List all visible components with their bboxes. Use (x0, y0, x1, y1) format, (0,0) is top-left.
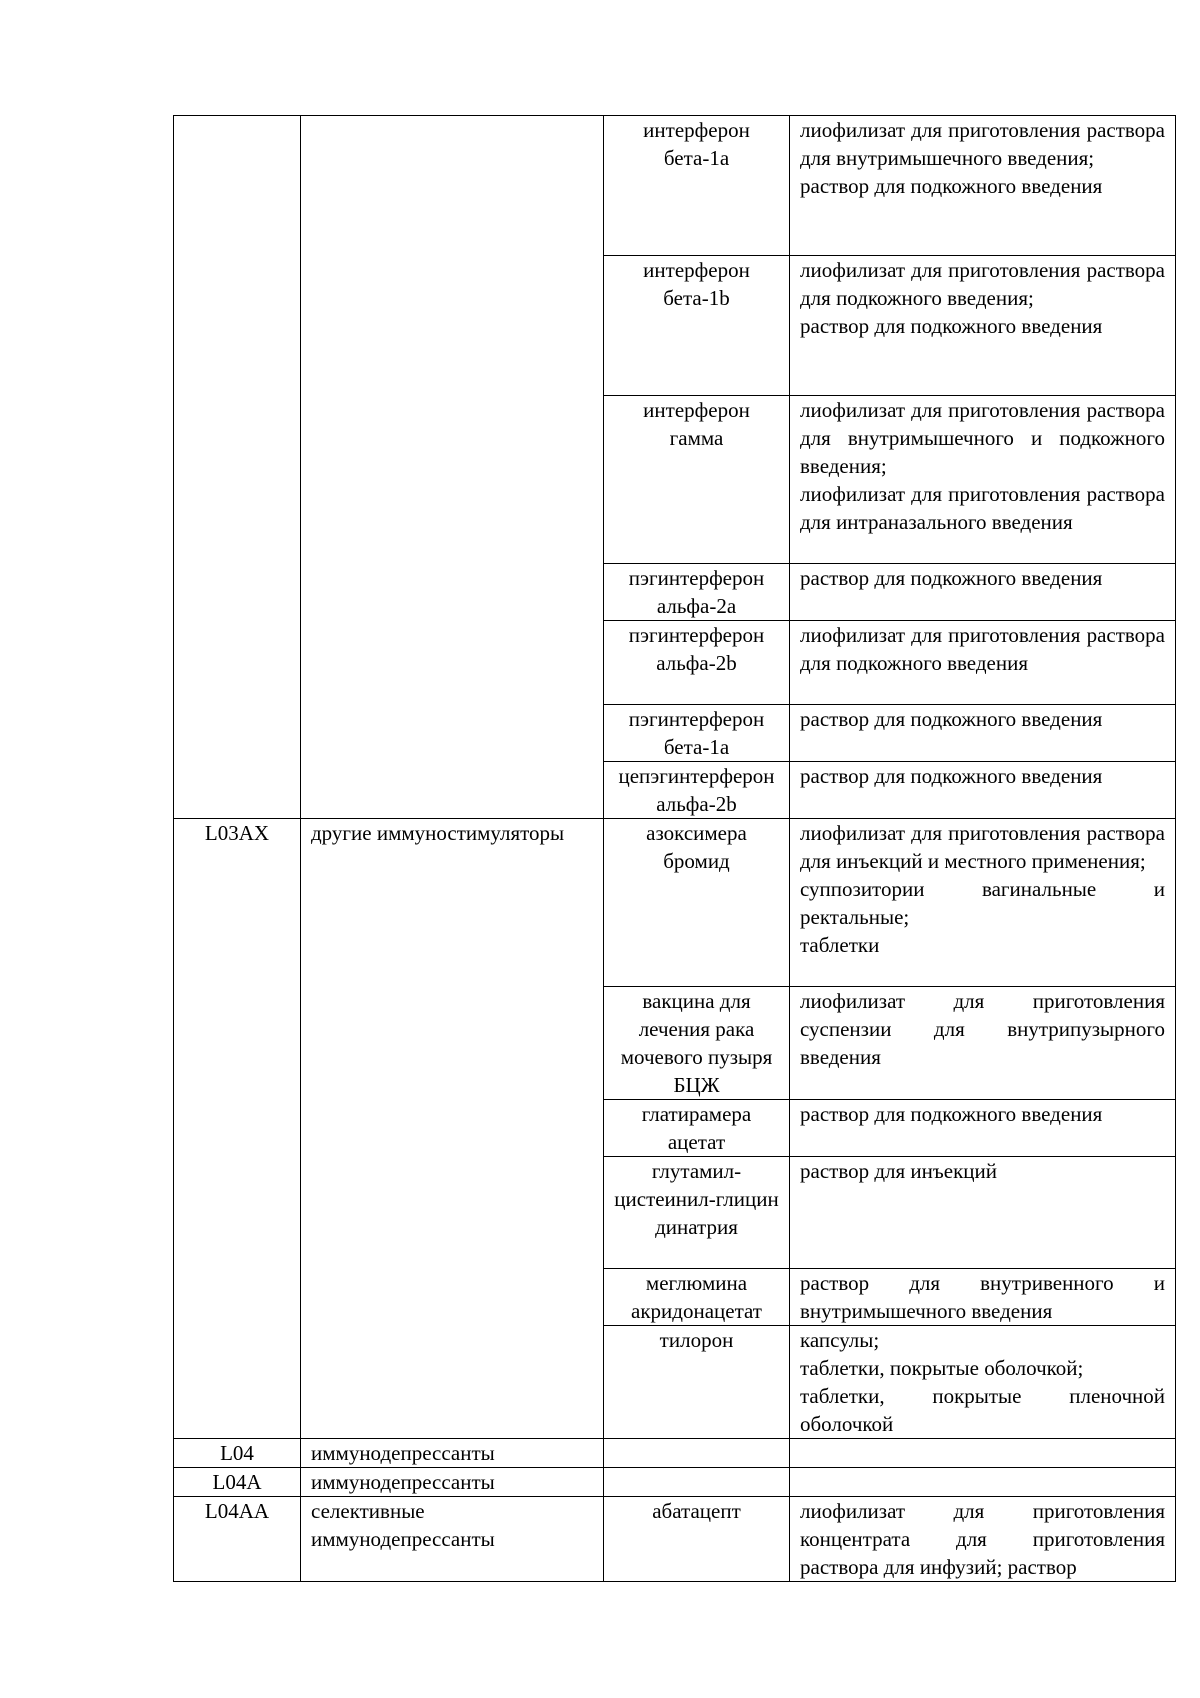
drug-name: азоксимера бромид (604, 819, 790, 987)
dosage-form-line: раствор для подкожного введения (800, 707, 1103, 731)
drug-name (604, 1439, 790, 1468)
medication-table (173, 115, 1176, 1582)
dosage-form-line: таблетки (800, 933, 880, 957)
dosage-form-line: таблетки, покрытые пленочной оболочкой (800, 1384, 1165, 1436)
drug-name: меглюмина акридонацетат (604, 1269, 790, 1326)
dosage-form-line: лиофилизат для приготовления раствора для подкожного введения (800, 623, 1165, 675)
dosage-forms (790, 1326, 1176, 1439)
dosage-form-line: раствор для подкожного введения (800, 1102, 1103, 1126)
dosage-form-line: раствор для подкожного введения (800, 174, 1103, 198)
dosage-forms (790, 116, 1176, 256)
atc-code-cell (174, 116, 301, 819)
dosage-forms (790, 1100, 1176, 1157)
group-name-cell: другие иммуностимуляторы (301, 819, 604, 1439)
drug-name: абатацепт (604, 1497, 790, 1582)
drug-name: тилорон (604, 1326, 790, 1439)
dosage-forms (790, 1269, 1176, 1326)
table-row (174, 1468, 1176, 1497)
dosage-forms (790, 256, 1176, 396)
dosage-form-line: раствор для подкожного введения (800, 566, 1103, 590)
group-name-cell: иммунодепрессанты (301, 1439, 604, 1468)
atc-code-cell: L04 (174, 1439, 301, 1468)
dosage-form-line: раствор для подкожного введения (800, 314, 1103, 338)
group-name-cell (301, 116, 604, 819)
dosage-form-line: раствор для внутривенного и внутримышечного введения (800, 1271, 1165, 1323)
drug-name: пэгинтерферон альфа-2a (604, 564, 790, 621)
atc-code-cell: L03AX (174, 819, 301, 1439)
drug-name: вакцина для лечения рака мочевого пузыря БЦЖ (604, 987, 790, 1100)
drug-name: интерферон бета-1a (604, 116, 790, 256)
dosage-form-line: лиофилизат для приготовления суспензии для внутрипузырного введения (800, 989, 1165, 1069)
dosage-forms (790, 819, 1176, 987)
dosage-forms (790, 1497, 1176, 1582)
dosage-forms (790, 564, 1176, 621)
table-row (174, 1497, 1176, 1582)
dosage-forms (790, 621, 1176, 705)
dosage-form-line: лиофилизат для приготовления раствора для подкожного введения; (800, 258, 1165, 310)
drug-name: пэгинтерферон альфа-2b (604, 621, 790, 705)
dosage-form-line: раствор для подкожного введения (800, 764, 1103, 788)
dosage-forms (790, 1468, 1176, 1497)
dosage-form-line: таблетки, покрытые оболочкой; (800, 1356, 1084, 1380)
drug-name: глатирамера ацетат (604, 1100, 790, 1157)
dosage-form-line: капсулы; (800, 1328, 880, 1352)
drug-name: пэгинтерферон бета-1a (604, 705, 790, 762)
dosage-form-line: лиофилизат для приготовления раствора для интраназального введения (800, 482, 1165, 534)
dosage-form-line: суппозитории вагинальные и ректальные; (800, 877, 1165, 929)
dosage-forms (790, 705, 1176, 762)
drug-name (604, 1468, 790, 1497)
table-row (174, 1439, 1176, 1468)
dosage-forms (790, 762, 1176, 819)
dosage-form-line: раствор для инъекций (800, 1159, 997, 1183)
drug-name: глутамил-цистеинил-глицин динатрия (604, 1157, 790, 1269)
group-name-cell: иммунодепрессанты (301, 1468, 604, 1497)
group-name-cell: селективные иммунодепрессанты (301, 1497, 604, 1582)
dosage-forms (790, 1157, 1176, 1269)
dosage-forms (790, 1439, 1176, 1468)
drug-name: интерферон бета-1b (604, 256, 790, 396)
atc-code-cell: L04AA (174, 1497, 301, 1582)
dosage-form-line: лиофилизат для приготовления раствора для внутримышечного и подкожного введения; (800, 398, 1165, 478)
atc-code-cell: L04A (174, 1468, 301, 1497)
dosage-form-line: лиофилизат для приготовления концентрата для приготовления раствора для инфузий; раствор (800, 1499, 1165, 1579)
table-row (174, 116, 1176, 256)
drug-name: цепэгинтерферон альфа-2b (604, 762, 790, 819)
dosage-form-line: лиофилизат для приготовления раствора для инъекций и местного применения; (800, 821, 1165, 873)
drug-name: интерферон гамма (604, 396, 790, 564)
dosage-forms (790, 987, 1176, 1100)
table-row (174, 819, 1176, 987)
dosage-forms (790, 396, 1176, 564)
dosage-form-line: лиофилизат для приготовления раствора для внутримышечного введения; (800, 118, 1165, 170)
